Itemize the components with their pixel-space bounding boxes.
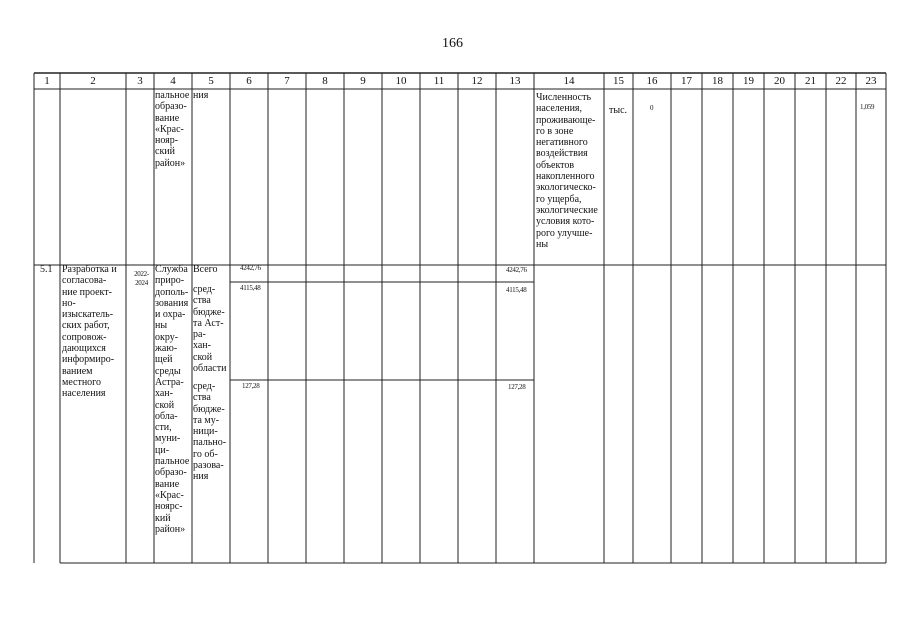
continued-source-cell: ния: [193, 90, 209, 101]
page-number: 166: [442, 36, 463, 51]
regional-col13-value: 4115,48: [506, 286, 527, 294]
col-header-5: 5: [208, 75, 214, 87]
period-cell: 2022- 2024: [134, 270, 149, 287]
funding-source-total: Всего: [193, 264, 218, 275]
col-header-10: 10: [395, 75, 407, 87]
col-header-20: 20: [774, 75, 785, 87]
col-header-3: 3: [137, 75, 143, 87]
col-header-2: 2: [90, 75, 96, 87]
indicator-name-cell: Численность населения, проживающе- го в зоне негативного воздействия объектов накопленного экологическо- го ущерба, экологические условия кото- рого улучше- ны: [536, 92, 598, 250]
col-header-18: 18: [712, 75, 723, 87]
municipal-col13-value: 127,28: [508, 383, 526, 391]
measure-name-cell: Разработка и согласова- ние проект- но- изыскатель- ских работ, сопровож- дающихся информиро- ванием местного населения: [62, 264, 117, 400]
col-header-9: 9: [360, 75, 366, 87]
col-header-4: 4: [170, 75, 176, 87]
executor-cell: Служба приро- дополь- зования и охра- ны окру- жаю- щей среды Астра- хан- ской обла- сти, муни- ци- пальное образо- вание «Крас- ноярс- кий район»: [155, 264, 190, 535]
col-header-14: 14: [563, 75, 575, 87]
indicator-value-col23: 1,059: [860, 103, 875, 111]
funding-source-regional: сред- ства бюдже- та Аст- ра- хан- ской области: [193, 284, 227, 375]
col-header-1: 1: [44, 75, 50, 87]
col-header-22: 22: [835, 75, 847, 87]
row-number-cell: 5.1: [40, 264, 53, 275]
col-header-12: 12: [471, 75, 483, 87]
total-col6-value: 4242,76: [240, 264, 261, 272]
col-header-13: 13: [509, 75, 521, 87]
municipal-col6-value: 127,28: [242, 382, 260, 390]
col-header-16: 16: [646, 75, 658, 87]
col-header-23: 23: [865, 75, 877, 87]
col-header-7: 7: [284, 75, 290, 87]
col-header-21: 21: [805, 75, 816, 87]
col-header-19: 19: [743, 75, 754, 87]
regional-col6-value: 4115,48: [240, 284, 261, 292]
col-header-11: 11: [433, 75, 445, 87]
indicator-value-col16: 0: [650, 104, 654, 112]
indicator-unit-cell: тыс.: [609, 105, 628, 116]
total-col13-value: 4242,76: [506, 266, 527, 274]
col-header-6: 6: [246, 75, 252, 87]
continued-executor-cell: пальное образо- вание «Крас- нояр- ский район»: [155, 90, 190, 169]
col-header-15: 15: [613, 75, 624, 87]
col-header-17: 17: [681, 75, 692, 87]
col-header-8: 8: [322, 75, 328, 87]
funding-source-municipal: сред- ства бюдже- та му- ници- пально- го об- разова- ния: [193, 381, 227, 483]
